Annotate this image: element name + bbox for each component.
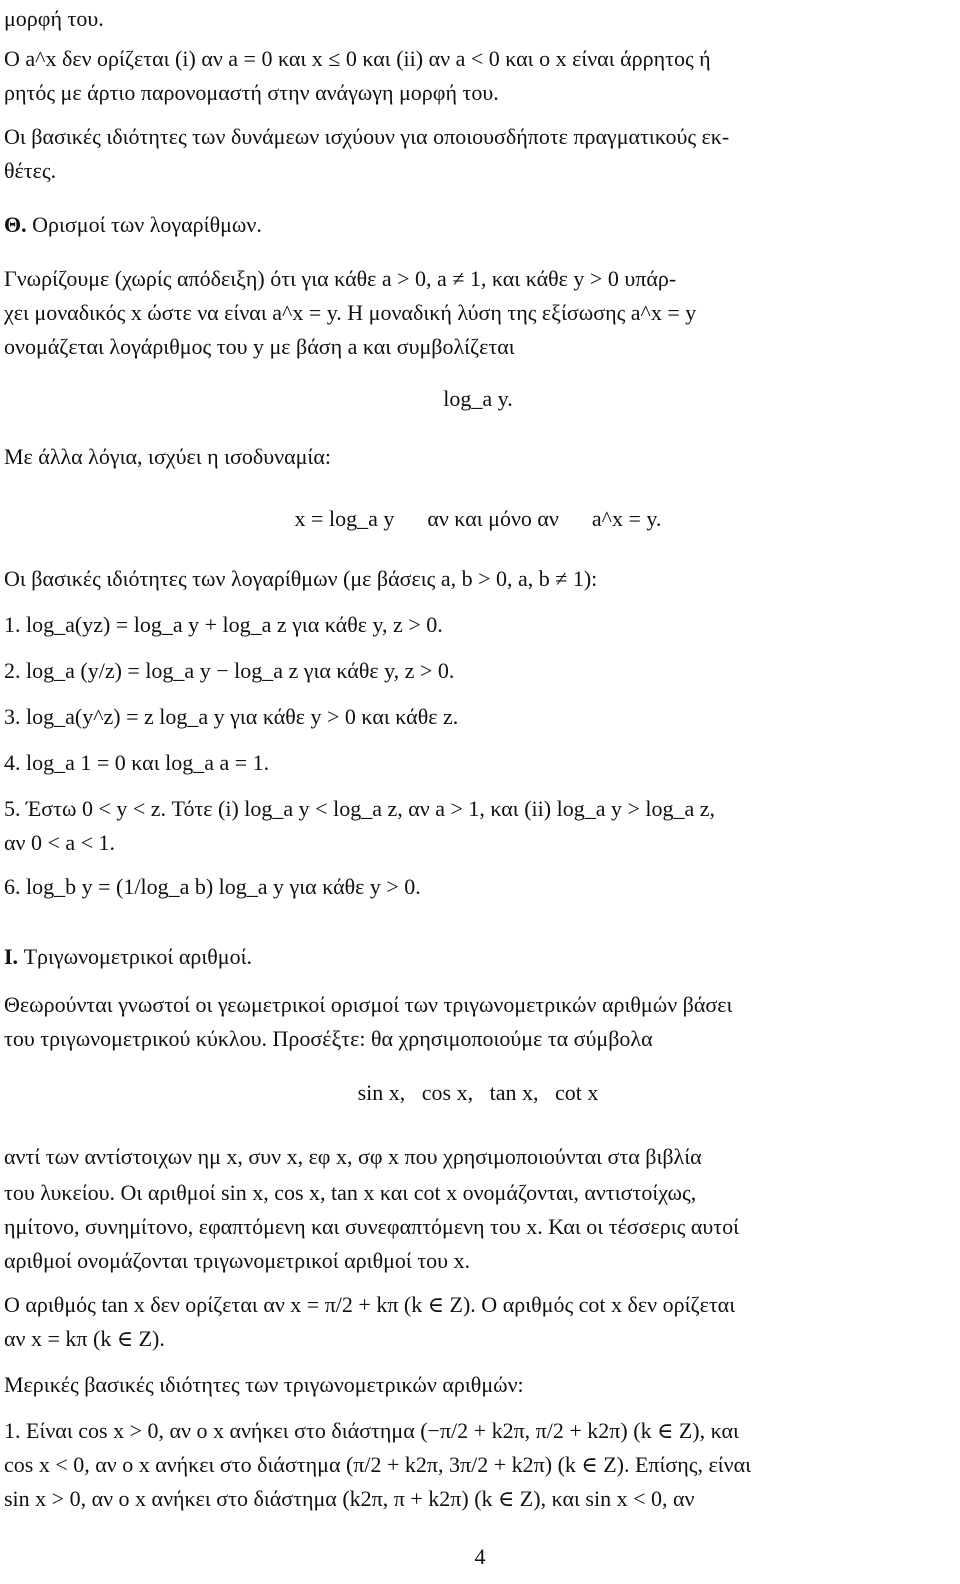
list-item: 1. log_a(yz) = log_a y + log_a z για κάθε y, z > 0.: [4, 612, 443, 637]
list-item: 5. Έστω 0 < y < z. Τότε (i) log_a y < log_a z, αν a > 1, και (ii) log_a y > log_a z,: [4, 796, 716, 821]
display-math: sin x, cos x, tan x, cot x: [357, 1080, 599, 1105]
text-line: ρητός με άρτιο παρονομαστή στην ανάγωγη μορφή του.: [4, 80, 499, 105]
section-heading: [4, 208, 952, 241]
text-line: του τριγωνομετρικού κύκλου. Προσέξτε: θα χρησιμοποιούμε τα σύμβολα: [4, 1026, 653, 1051]
text-line: ημίτονο, συνημίτονο, εφαπτόμενη και συνεφαπτόμενη του x. Και οι τέσσερις αυτοί: [4, 1214, 740, 1239]
text-line: αριθμοί ονομάζονται τριγωνομετρικοί αριθμοί του x.: [4, 1248, 471, 1273]
text-line: του λυκείου. Οι αριθμοί sin x, cos x, tan x και cot x ονομάζονται, αντιστοίχως,: [4, 1180, 697, 1205]
text-line: Γνωρίζουμε (χωρίς απόδειξη) ότι για κάθε a > 0, a ≠ 1, και κάθε y > 0 υπάρ-: [4, 266, 677, 291]
text-line: Ο a^x δεν ορίζεται (i) αν a = 0 και x ≤ 0 και (ii) αν a < 0 και ο x είναι άρρητος ή: [4, 46, 711, 71]
text-line: cos x < 0, αν ο x ανήκει στο διάστημα (π/2 + k2π, 3π/2 + k2π) (k ∈ Z). Επίσης, είναι: [4, 1452, 752, 1477]
page-number: 4: [474, 1544, 486, 1569]
section-title: Τριγωνομετρικοί αριθμοί.: [23, 944, 253, 969]
text-line: Θεωρούνται γνωστοί οι γεωμετρικοί ορισμοί των τριγωνομετρικών αριθμών βάσει: [4, 992, 733, 1017]
list-item: 1. Είναι cos x > 0, αν ο x ανήκει στο διάστημα (−π/2 + k2π, π/2 + k2π) (k ∈ Z), και: [4, 1418, 739, 1443]
text-line: χει μοναδικός x ώστε να είναι a^x = y. Η μοναδική λύση της εξίσωσης a^x = y: [4, 300, 697, 325]
text-line: sin x > 0, αν ο x ανήκει στο διάστημα (k2π, π + k2π) (k ∈ Z), και sin x < 0, αν: [4, 1486, 695, 1511]
list-item: 6. log_b y = (1/log_a b) log_a y για κάθε y > 0.: [4, 874, 421, 899]
text-line: μορφή του.: [4, 6, 104, 31]
section-heading: [4, 940, 952, 973]
list-item: 4. log_a 1 = 0 και log_a a = 1.: [4, 750, 270, 775]
section-title: Ορισμοί των λογαρίθμων.: [32, 212, 262, 237]
text-line: αν 0 < a < 1.: [4, 830, 116, 855]
section-label: Θ.: [4, 212, 27, 237]
text-line: αντί των αντίστοιχων ημ x, συν x, εφ x, σφ x που χρησιμοποιούνται στα βιβλία: [4, 1144, 702, 1169]
text-line: Οι βασικές ιδιότητες των δυνάμεων ισχύουν για οποιουσδήποτε πραγματικούς εκ-: [4, 124, 730, 149]
text-line: αν x = kπ (k ∈ Z).: [4, 1326, 165, 1351]
list-item: 3. log_a(y^z) = z log_a y για κάθε y > 0 και κάθε z.: [4, 704, 459, 729]
text-line: Μερικές βασικές ιδιότητες των τριγωνομετρικών αριθμών:: [4, 1372, 524, 1397]
text-line: θέτες.: [4, 158, 57, 183]
text-line: Οι βασικές ιδιότητες των λογαρίθμων (με βάσεις a, b > 0, a, b ≠ 1):: [4, 566, 598, 591]
text-line: Ο αριθμός tan x δεν ορίζεται αν x = π/2 + kπ (k ∈ Z). Ο αριθμός cot x δεν ορίζεται: [4, 1292, 736, 1317]
display-math: x = log_a y αν και μόνο αν a^x = y.: [294, 506, 662, 531]
list-item: 2. log_a (y/z) = log_a y − log_a z για κάθε y, z > 0.: [4, 658, 455, 683]
display-math: log_a y.: [443, 386, 513, 411]
text-line: ονομάζεται λογάριθμος του y με βάση a και συμβολίζεται: [4, 334, 515, 359]
text-line: Με άλλα λόγια, ισχύει η ισοδυναμία:: [4, 444, 331, 469]
section-label: Ι.: [4, 944, 19, 969]
